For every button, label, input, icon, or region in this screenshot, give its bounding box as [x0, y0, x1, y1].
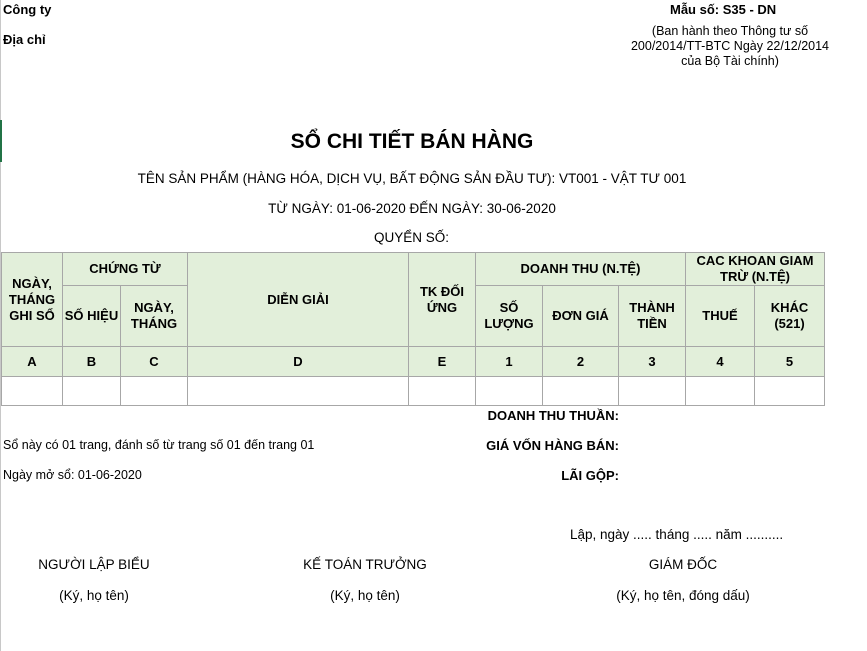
cogs-label: GIÁ VỐN HÀNG BÁN:: [486, 438, 619, 453]
open-date-note: Ngày mở sổ: 01-06-2020: [3, 468, 142, 482]
table-cell[interactable]: [476, 377, 543, 406]
table-row: [2, 377, 825, 406]
col-header-unit-price: ĐƠN GIÁ: [543, 286, 619, 347]
col-code: A: [2, 347, 63, 377]
col-code: C: [121, 347, 188, 377]
net-revenue-label: DOANH THU THUẦN:: [487, 408, 619, 423]
book-number-label: QUYỂN SỐ:: [374, 230, 450, 245]
col-code: B: [63, 347, 121, 377]
signature-chief-accountant-note: (Ký, họ tên): [330, 588, 400, 603]
prepared-date-line: Lập, ngày ..... tháng ..... năm ..........: [570, 527, 784, 542]
signature-director-note: (Ký, họ tên, đóng dấu): [616, 588, 750, 603]
table-cell[interactable]: [2, 377, 63, 406]
col-code: 1: [476, 347, 543, 377]
signature-director-title: GIÁM ĐỐC: [648, 557, 718, 572]
table-cell[interactable]: [755, 377, 825, 406]
gross-profit-label: LÃI GỘP:: [561, 468, 619, 483]
sales-ledger-table: [1, 252, 825, 406]
col-header-description: DIỄN GIẢI: [188, 253, 409, 347]
col-header-voucher-number: SỐ HIỆU: [63, 286, 121, 347]
col-code: D: [188, 347, 409, 377]
col-code: 4: [686, 347, 755, 377]
table-cell[interactable]: [543, 377, 619, 406]
page-info-note: Sổ này có 01 trang, đánh số từ trang số 01 đến trang 01: [3, 438, 315, 452]
signature-preparer-note: (Ký, họ tên): [59, 588, 129, 603]
product-line: TÊN SẢN PHẨM (HÀNG HÓA, DỊCH VỤ, BẤT ĐỘNG SẢN ĐẦU TƯ): VT001 - VẬT TƯ 001: [137, 171, 687, 186]
col-header-quantity: SỐ LƯỢNG: [476, 286, 543, 347]
date-range: TỪ NGÀY: 01-06-2020 ĐẾN NGÀY: 30-06-2020: [268, 201, 556, 216]
page-title: SỔ CHI TIẾT BÁN HÀNG: [290, 130, 534, 153]
col-code: 2: [543, 347, 619, 377]
col-code: 3: [619, 347, 686, 377]
col-code: E: [409, 347, 476, 377]
col-header-tax: THUẾ: [686, 286, 755, 347]
col-header-voucher-date: NGÀY, THÁNG: [121, 286, 188, 347]
table-cell[interactable]: [63, 377, 121, 406]
table-cell[interactable]: [188, 377, 409, 406]
form-code: Mẫu số: S35 - DN: [670, 2, 777, 17]
col-header-record-date: NGÀY, THÁNG GHI SỔ: [2, 253, 63, 347]
form-regulation-note: (Ban hành theo Thông tư số 200/2014/TT-BTC Ngày 22/12/2014 của Bộ Tài chính): [630, 24, 830, 68]
signature-chief-accountant-title: KẾ TOÁN TRƯỞNG: [303, 557, 427, 572]
table-cell[interactable]: [121, 377, 188, 406]
col-group-deductions: CAC KHOAN GIAM TRỪ (N.TỆ): [686, 253, 825, 286]
company-label: Công ty: [3, 2, 52, 17]
col-header-other: KHÁC (521): [755, 286, 825, 347]
col-group-voucher: CHỨNG TỪ: [63, 253, 188, 286]
col-group-revenue: DOANH THU (N.TỆ): [476, 253, 686, 286]
signature-preparer-title: NGƯỜI LẬP BIỂU: [38, 557, 150, 572]
table-cell[interactable]: [409, 377, 476, 406]
col-header-contra-account: TK ĐỐI ỨNG: [409, 253, 476, 347]
table-cell[interactable]: [686, 377, 755, 406]
address-label: Địa chỉ: [3, 32, 46, 47]
col-header-amount: THÀNH TIỀN: [619, 286, 686, 347]
table-cell[interactable]: [619, 377, 686, 406]
col-code: 5: [755, 347, 825, 377]
